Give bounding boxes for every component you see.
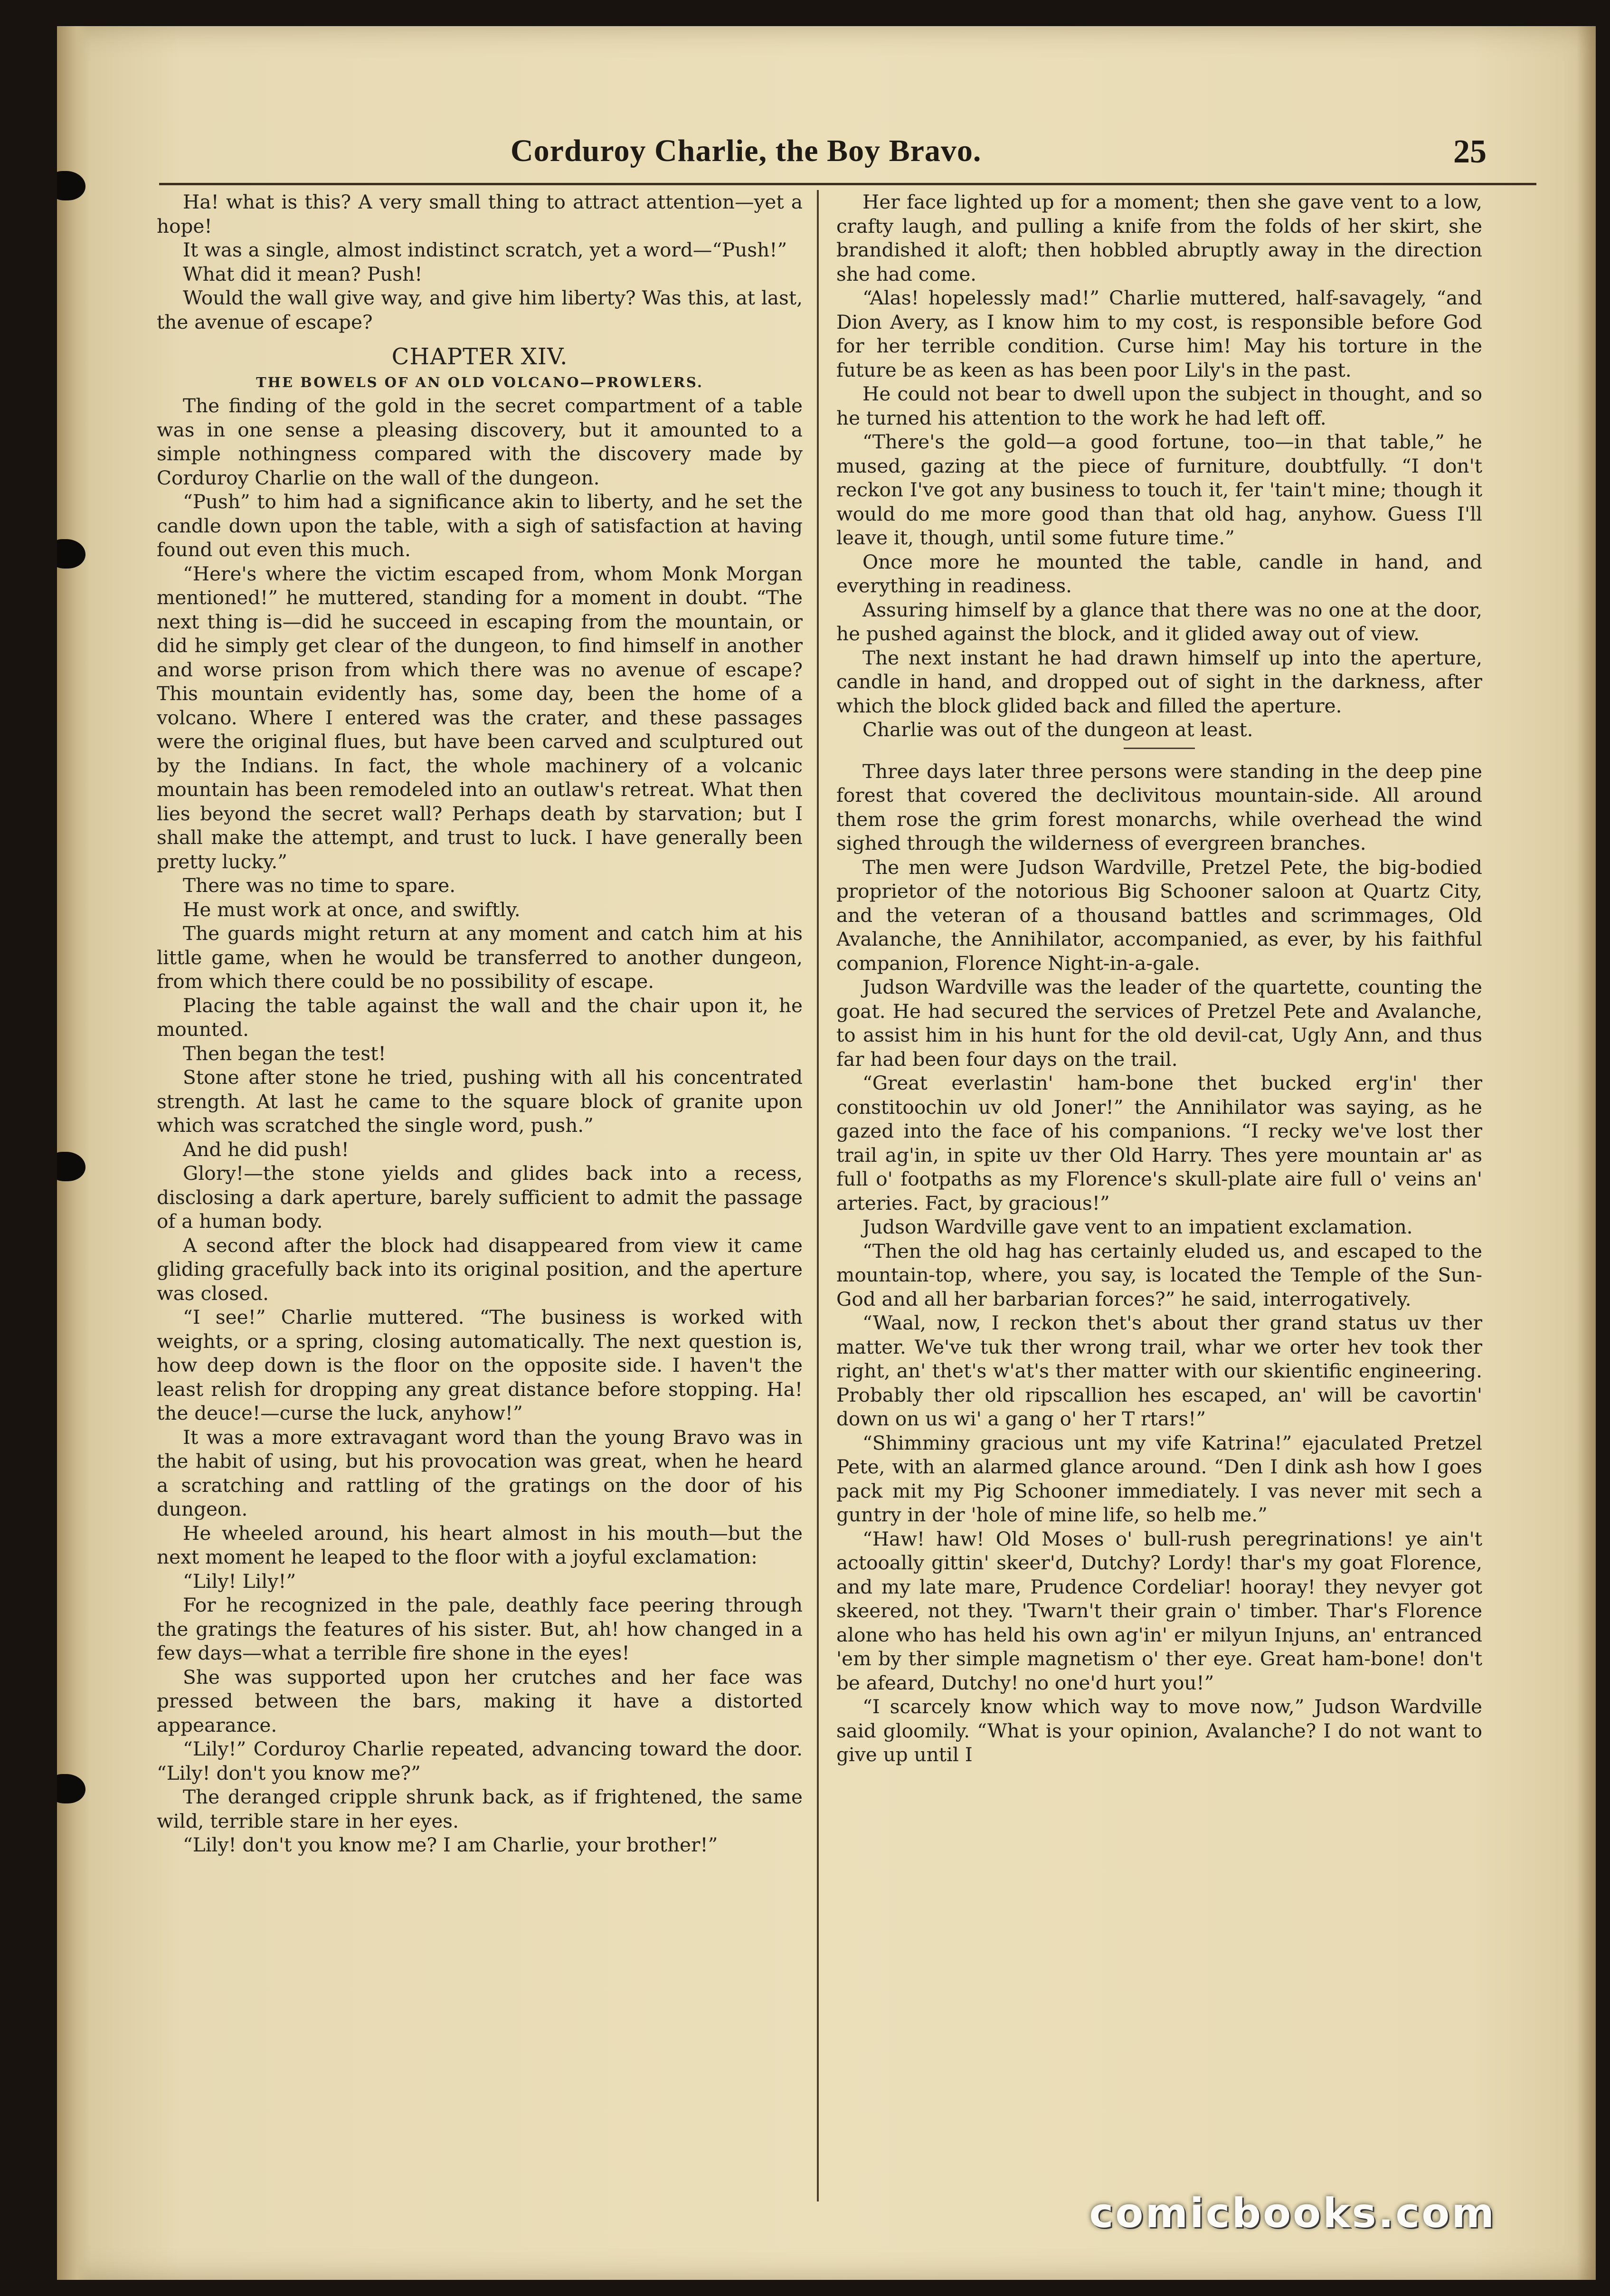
paragraph: “Push” to him had a significance akin to liberty, and he set the candle down upon the table, with a sigh of satisfaction at having found out even this much. [157, 490, 803, 561]
paragraph: Three days later three persons were standing in the deep pine forest that covered the declivitous mountain-side. All around them rose the grim forest monarchs, while overhead the wind sighed through the wilderness of evergreen branches. [836, 759, 1482, 854]
paragraph: Then began the test! [183, 1042, 386, 1065]
paragraph: “There's the gold—a good fortune, too—in that table,” he mused, gazing at the piece of furniture, doubtfully. “I don't reckon I've got any business to touch it, fer 'tain't mine; though it would do me more good than that old hag, anyhow. Guess I'll leave it, though, until some future time.” [836, 430, 1482, 549]
paragraph: Ha! what is this? A very small thing to attract attention—yet a hope! [157, 190, 803, 237]
left-column [157, 190, 803, 2218]
paragraph: And he did push! [183, 1138, 349, 1161]
paragraph: “Haw! haw! Old Moses o' bull-rush peregrinations! ye ain't actooally gittin' skeer'd, Dutchy? Lordy! thar's my goat Florence, and my late mare, Prudence Cordeliar! hooray! they nevyer got skeered, not they. 'Twarn't their grain o' timber. Thar's Florence alone who has held his own ag'in' er milyun Injuns, an' entranced 'em by ther simple magnetism o' ther eye. Great ham-bone! don't be afeard, Dutchy! no one'd hurt you!” [836, 1527, 1482, 1694]
running-header [57, 133, 1596, 176]
paragraph: “Lily! Lily!” [183, 1569, 296, 1593]
header-rule [159, 183, 1536, 185]
paragraph: There was no time to spare. [183, 874, 456, 897]
paragraph: “Shimminy gracious unt my vife Katrina!” ejaculated Pretzel Pete, with an alarmed glance around. “Den I dink ash how I goes pack mit my Pig Schooner immediately. I vas never mit sech a guntry in der 'hole of mine life, so helb me.” [836, 1431, 1482, 1526]
paragraph: The men were Judson Wardville, Pretzel Pete, the big-bodied proprietor of the notorious Big Schooner saloon at Quartz City, and the veteran of a thousand battles and scrimmages, Old Avalanche, the Annihilator, accompanied, as ever, by his faithful companion, Florence Night-in-a-gale. [836, 855, 1482, 975]
column-divider [817, 190, 819, 2201]
paragraph: “Here's where the victim escaped from, whom Monk Morgan mentioned!” he muttered, standing for a moment in doubt. “The next thing is—did he succeed in escaping from the mountain, or did he simply get clear of the dungeon, to find himself in another and worse prison from which there was no avenue of escape? This mountain evidently has, some day, been the home of a volcano. Where I entered was the crater, and these passages were the original flues, but have been carved and sculptured out by the Indians. In fact, the whole machinery of a volcanic mountain has been remodeled into an outlaw's retreat. What then lies beyond the secret wall? Perhaps death by starvation; but I shall make the attempt, and trust to luck. I have generally been pretty lucky.” [157, 562, 803, 873]
left-column-chapter-text [157, 394, 803, 1857]
paragraph: Would the wall give way, and give him liberty? Was this, at last, the avenue of escape? [157, 286, 803, 333]
paragraph: “Lily! don't you know me? I am Charlie, your brother!” [183, 1833, 718, 1856]
paragraph: Glory!—the stone yields and glides back into a recess, disclosing a dark aperture, barely sufficient to admit the passage of a human body. [157, 1162, 803, 1233]
page-edge-shadow [1577, 26, 1596, 2280]
paragraph: Placing the table against the wall and the chair upon it, he mounted. [157, 994, 803, 1041]
right-column-text-part-1 [836, 190, 1482, 742]
paragraph: She was supported upon her crutches and her face was pressed between the bars, making it have a distorted appearance. [157, 1665, 803, 1736]
paragraph: The finding of the gold in the secret compartment of a table was in one sense a pleasing discovery, but it amounted to a simple nothingness compared with the discovery made by Corduroy Charlie on the wall of the dungeon. [157, 394, 803, 489]
paragraph: The deranged cripple shrunk back, as if frightened, the same wild, terrible stare in her eyes. [157, 1785, 803, 1832]
paragraph: “Great everlastin' ham-bone thet bucked erg'in' ther constitoochin uv old Joner!” the Annihilator was saying, as he gazed into the face of his companions. “I recky we've lost ther trail ag'in, in spite uv ther Old Harry. Thes yere mountain ar' as full o' footpaths as my Florence's skull-plate aire full o' veins an' arteries. Fact, by gracious!” [836, 1072, 1482, 1214]
paragraph: “I scarcely know which way to move now,” Judson Wardville said gloomily. “What is your opinion, Avalanche? I do not want to give up until I [836, 1695, 1482, 1766]
paragraph: He could not bear to dwell upon the subject in thought, and so he turned his attention to the work he had left off. [836, 382, 1482, 429]
paragraph: He wheeled around, his heart almost in his mouth—but the next moment he leaped to the floor with a joyful exclamation: [157, 1521, 803, 1568]
paragraph: “I see!” Charlie muttered. “The business is worked with weights, or a spring, closing automatically. The next question is, how deep down is the floor on the opposite side. I haven't the least relish for dropping any great distance before stopping. Ha! the deuce!—curse the luck, anyhow!” [157, 1306, 803, 1424]
paragraph: What did it mean? Push! [183, 262, 423, 285]
paragraph: “Lily!” Corduroy Charlie repeated, advancing toward the door. “Lily! don't you know me?” [157, 1737, 803, 1784]
paragraph: “Alas! hopelessly mad!” Charlie muttered, half-savagely, “and Dion Avery, as I know him to my cost, is responsible before God for her terrible condition. Curse him! May his torture in the future be as keen as has been poor Lily's in the past. [836, 286, 1482, 381]
paragraph: He must work at once, and swiftly. [183, 898, 521, 921]
paragraph: “Waal, now, I reckon thet's about ther grand status uv ther matter. We've tuk ther wrong trail, whar we orter hev took ther right, an' thet's w'at's ther matter with our skientific engineering. Probably ther old ripscallion hes escaped, an' will be cavortin' down on us wi' a gang o' her T rtars!” [836, 1311, 1482, 1430]
right-column-text-part-2 [836, 759, 1482, 1767]
site-watermark: comicbooks.com [1089, 2190, 1496, 2237]
paragraph: Judson Wardville gave vent to an impatient exclamation. [862, 1215, 1413, 1238]
right-column [836, 190, 1482, 2218]
running-title: Corduroy Charlie, the Boy Bravo. [511, 133, 982, 168]
paragraph: It was a single, almost indistinct scratch, yet a word—“Push!” [183, 238, 787, 261]
paragraph: For he recognized in the pale, deathly face peering through the gratings the features of his sister. But, ah! how changed in a few days—what a terrible fire shone in the eyes! [157, 1594, 803, 1664]
paragraph: Once more he mounted the table, candle in hand, and everything in readiness. [836, 550, 1482, 597]
paragraph: Judson Wardville was the leader of the quartette, counting the goat. He had secured the services of Pretzel Pete and Avalanche, to assist him in his hunt for the old devil-cat, Ugly Ann, and thus far had been four days on the trail. [836, 976, 1482, 1071]
paragraph: The next instant he had drawn himself up into the aperture, candle in hand, and dropped out of sight in the darkness, after which the block glided back and filled the aperture. [836, 646, 1482, 717]
paragraph: Her face lighted up for a moment; then she gave vent to a low, crafty laugh, and pulling a knife from the folds of her skirt, she brandished it aloft; then hobbled abruptly away in the direction she had come. [836, 190, 1482, 285]
section-break-rule [1124, 748, 1195, 749]
page-number: 25 [1453, 133, 1487, 170]
chapter-subtitle: THE BOWELS OF AN OLD VOLCANO—PROWLERS. [256, 374, 703, 390]
paragraph: Assuring himself by a glance that there was no one at the door, he pushed against the block, and it glided away out of view. [836, 598, 1482, 645]
book-page [57, 26, 1596, 2280]
left-column-pre-chapter [157, 190, 803, 334]
paragraph: “Then the old hag has certainly eluded us, and escaped to the mountain-top, where, you say, is located the Temple of the Sun-God and all her barbarian forces?” he said, interrogatively. [836, 1239, 1482, 1310]
paragraph: A second after the block had disappeared from view it came gliding gracefully back into its original position, and the aperture was closed. [157, 1233, 803, 1305]
paragraph: Stone after stone he tried, pushing with all his concentrated strength. At last he came to the square block of granite upon which was scratched the single word, push.” [157, 1066, 803, 1137]
paragraph: The guards might return at any moment and catch him at his little game, when he would be transferred to another dungeon, from which there could be no possibility of escape. [157, 922, 803, 993]
chapter-heading: CHAPTER XIV. [391, 343, 568, 370]
paragraph: It was a more extravagant word than the young Bravo was in the habit of using, but his provocation was great, when he heard a scratching and rattling of the gratings on the door of his dungeon. [157, 1425, 803, 1520]
paragraph: Charlie was out of the dungeon at least. [862, 718, 1253, 741]
